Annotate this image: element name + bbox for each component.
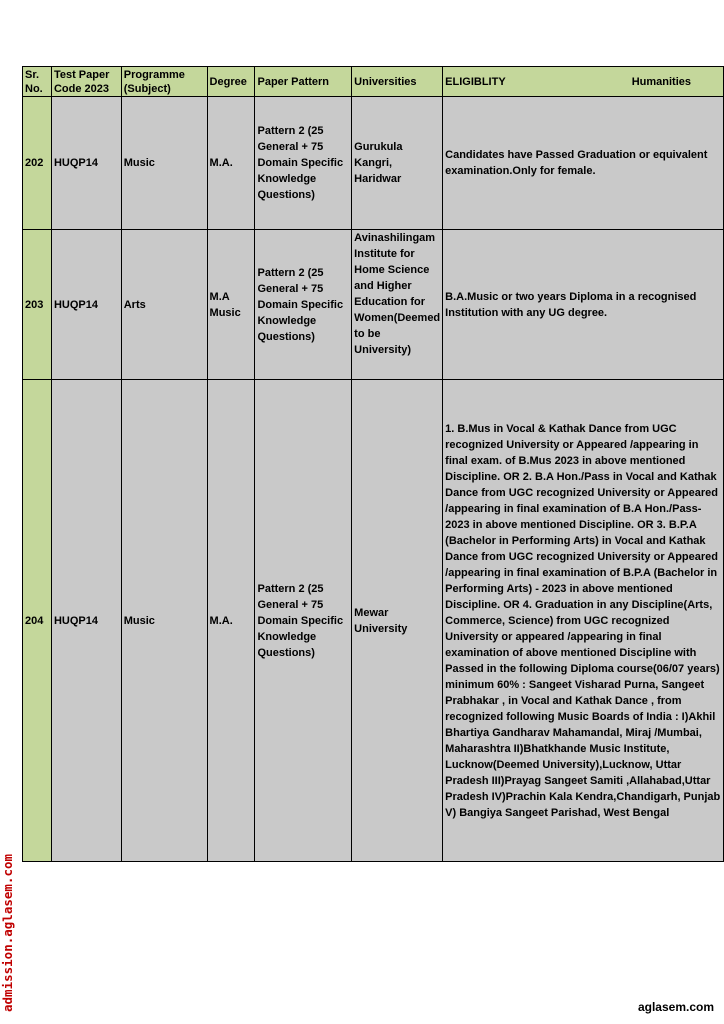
row-sr-no: 204 — [23, 380, 52, 862]
header-paper-pattern: Paper Pattern — [255, 67, 352, 97]
row-programme: Music — [121, 97, 207, 230]
row-test-paper-code: HUQP14 — [51, 97, 121, 230]
row-university: Gurukula Kangri, Haridwar — [352, 97, 443, 230]
row-sr-no: 202 — [23, 97, 52, 230]
row-test-paper-code: HUQP14 — [51, 380, 121, 862]
header-degree: Degree — [207, 67, 255, 97]
table-row — [23, 97, 724, 230]
table-row — [23, 230, 724, 380]
header-programme: Programme (Subject) — [121, 67, 207, 97]
header-category: Humanities — [631, 75, 691, 88]
eligibility-table — [22, 66, 724, 862]
row-eligibility: 1. B.Mus in Vocal & Kathak Dance from UGC recognized University or Appeared /appearing in final exam. of B.Mus 2023 in above mentioned Discipline. OR 2. B.A Hon./Pass in Vocal and Kathak Dance from UGC recognized University or Appeared /appearing in final examination of B.A Hon./Pass-2023 in above mentioned Discipline. OR 3. B.P.A (Bachelor in Performing Arts) in Vocal and Kathak Dance from UGC recognized University or Appeared /appearing in final examination of B.P.A (Bachelor in Performing Arts) - 2023 in above mentioned Discipline. OR 4. Graduation in any Discipline(Arts, Commerce, Science) from UGC recognized University or appeared /appearing in final examination of above mentioned Discipline with Passed in the following Diploma course(06/07 years) minimum 60% : Sangeet Visharad Purna, Sangeet Prabhakar , in Vocal and Kathak Dance , from recognized following Music Boards of India : I)Akhil Bhartiya Gandharav Mahamandal, Miraj /Mumbai, Maharashtra II)Bhatkhande Music Institute, Lucknow(Deemed University),Lucknow, Uttar Pradesh III)Prayag Sangeet Samiti ,Allahabad,Uttar Pradesh IV)Prachin Kala Kendra,Chandigarh, Punjab V) Bangiya Sangeet Parishad, West Bengal — [443, 380, 724, 862]
row-paper-pattern: Pattern 2 (25 General + 75 Domain Specific Knowledge Questions) — [255, 380, 352, 862]
row-eligibility: Candidates have Passed Graduation or equivalent examination.Only for female. — [443, 97, 724, 230]
header-eligibility: ELIGIBLITY — [445, 75, 506, 88]
table-row — [23, 380, 724, 862]
row-university: Mewar University — [352, 380, 443, 862]
header-universities: Universities — [352, 67, 443, 97]
side-watermark: admission.aglasem.com — [0, 853, 15, 1012]
row-sr-no: 203 — [23, 230, 52, 380]
row-degree: M.A. — [207, 97, 255, 230]
row-test-paper-code: HUQP14 — [51, 230, 121, 380]
row-university-cell — [352, 230, 443, 380]
header-sr-no: Sr. No. — [23, 67, 52, 97]
row-degree: M.A. — [207, 380, 255, 862]
row-programme: Music — [121, 380, 207, 862]
row-degree: M.A Music — [207, 230, 255, 380]
row-paper-pattern: Pattern 2 (25 General + 75 Domain Specific Knowledge Questions) — [255, 97, 352, 230]
row-paper-pattern: Pattern 2 (25 General + 75 Domain Specific Knowledge Questions) — [255, 230, 352, 380]
row-programme: Arts — [121, 230, 207, 380]
row-university: Avinashilingam Institute for Home Science and Higher Education for Women(Deemed to be University) — [354, 232, 441, 356]
corner-watermark: aglasem.com — [637, 1000, 714, 1014]
header-test-paper-code: Test Paper Code 2023 — [51, 67, 121, 97]
row-eligibility: B.A.Music or two years Diploma in a recognised Institution with any UG degree. — [443, 230, 724, 380]
table-header-row — [23, 67, 724, 97]
header-eligibility-cell — [443, 67, 724, 97]
